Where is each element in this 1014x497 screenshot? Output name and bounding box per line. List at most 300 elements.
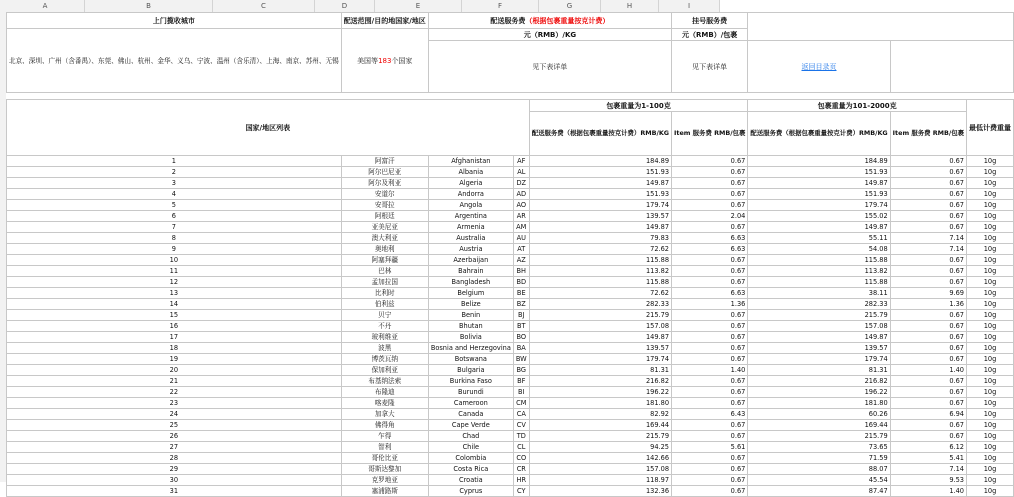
column-letter-a[interactable]: A xyxy=(6,0,85,12)
item-fee-2[interactable]: 0.67 xyxy=(890,178,966,189)
row-number[interactable]: 9 xyxy=(7,244,342,255)
min-weight[interactable]: 10g xyxy=(967,365,1014,376)
delivery-fee-2[interactable]: 149.87 xyxy=(748,178,890,189)
country-code[interactable]: BA xyxy=(513,343,529,354)
country-en[interactable]: Bangladesh xyxy=(428,277,513,288)
country-cn[interactable]: 佛得角 xyxy=(341,420,428,431)
delivery-fee-1[interactable]: 115.88 xyxy=(529,277,671,288)
delivery-fee-1[interactable]: 82.92 xyxy=(529,409,671,420)
item-fee-2[interactable]: 7.14 xyxy=(890,244,966,255)
country-en[interactable]: Chile xyxy=(428,442,513,453)
item-fee-2[interactable]: 0.67 xyxy=(890,211,966,222)
delivery-fee-1[interactable]: 113.82 xyxy=(529,266,671,277)
delivery-fee-1[interactable]: 216.82 xyxy=(529,376,671,387)
country-cn[interactable]: 安道尔 xyxy=(341,189,428,200)
item-fee-1[interactable]: 0.67 xyxy=(672,189,748,200)
country-cn[interactable]: 阿根廷 xyxy=(341,211,428,222)
row-number[interactable]: 22 xyxy=(7,387,342,398)
delivery-fee-2[interactable]: 71.59 xyxy=(748,453,890,464)
delivery-fee-2[interactable]: 81.31 xyxy=(748,365,890,376)
row-number[interactable]: 21 xyxy=(7,376,342,387)
country-cn[interactable]: 哥伦比亚 xyxy=(341,453,428,464)
min-weight[interactable]: 10g xyxy=(967,387,1014,398)
country-cn[interactable]: 阿塞拜疆 xyxy=(341,255,428,266)
country-code[interactable]: BG xyxy=(513,365,529,376)
row-number[interactable]: 28 xyxy=(7,453,342,464)
delivery-fee-2[interactable]: 87.47 xyxy=(748,486,890,497)
row-number[interactable]: 12 xyxy=(7,277,342,288)
see-table-cell-1[interactable]: 见下表详单 xyxy=(428,41,671,93)
country-en[interactable]: Angola xyxy=(428,200,513,211)
item-fee-2[interactable]: 1.40 xyxy=(890,486,966,497)
country-cn[interactable]: 博茨瓦纳 xyxy=(341,354,428,365)
country-en[interactable]: Cape Verde xyxy=(428,420,513,431)
row-number[interactable]: 1 xyxy=(7,156,342,167)
min-weight[interactable]: 10g xyxy=(967,189,1014,200)
delivery-fee-1[interactable]: 79.83 xyxy=(529,233,671,244)
item-fee-col-1[interactable]: Item 服务费 RMB/包裹 xyxy=(672,112,748,156)
item-fee-2[interactable]: 9.69 xyxy=(890,288,966,299)
delivery-fee-1[interactable]: 215.79 xyxy=(529,431,671,442)
delivery-fee-col-1[interactable]: 配送服务费（根据包裹重量按克计费）RMB/KG xyxy=(529,112,671,156)
delivery-fee-1[interactable]: 139.57 xyxy=(529,343,671,354)
item-fee-1[interactable]: 6.63 xyxy=(672,288,748,299)
delivery-fee-1[interactable]: 215.79 xyxy=(529,310,671,321)
country-cn[interactable]: 布基纳法索 xyxy=(341,376,428,387)
row-number[interactable]: 29 xyxy=(7,464,342,475)
item-fee-1[interactable]: 0.67 xyxy=(672,200,748,211)
row-number[interactable]: 4 xyxy=(7,189,342,200)
delivery-fee-1[interactable]: 149.87 xyxy=(529,222,671,233)
min-weight-header[interactable]: 最低计费重量 xyxy=(967,100,1014,156)
item-fee-1[interactable]: 6.63 xyxy=(672,244,748,255)
item-fee-2[interactable]: 0.67 xyxy=(890,332,966,343)
item-fee-1[interactable]: 0.67 xyxy=(672,431,748,442)
item-fee-2[interactable]: 1.36 xyxy=(890,299,966,310)
country-en[interactable]: Croatia xyxy=(428,475,513,486)
country-code[interactable]: BF xyxy=(513,376,529,387)
item-fee-1[interactable]: 0.67 xyxy=(672,332,748,343)
delivery-fee-2[interactable]: 179.74 xyxy=(748,200,890,211)
delivery-fee-2[interactable]: 196.22 xyxy=(748,387,890,398)
item-fee-1[interactable]: 1.36 xyxy=(672,299,748,310)
min-weight[interactable]: 10g xyxy=(967,409,1014,420)
item-fee-1[interactable]: 0.67 xyxy=(672,398,748,409)
min-weight[interactable]: 10g xyxy=(967,343,1014,354)
item-fee-2[interactable]: 0.67 xyxy=(890,376,966,387)
delivery-fee-2[interactable]: 73.65 xyxy=(748,442,890,453)
country-cn[interactable]: 阿尔及利亚 xyxy=(341,178,428,189)
country-cn[interactable]: 比利时 xyxy=(341,288,428,299)
delivery-fee-1[interactable]: 72.62 xyxy=(529,288,671,299)
country-en[interactable]: Bolivia xyxy=(428,332,513,343)
row-number[interactable]: 2 xyxy=(7,167,342,178)
item-fee-1[interactable]: 2.04 xyxy=(672,211,748,222)
delivery-fee-1[interactable]: 72.62 xyxy=(529,244,671,255)
spacer-row[interactable] xyxy=(7,93,1014,100)
delivery-fee-1[interactable]: 142.66 xyxy=(529,453,671,464)
delivery-fee-1[interactable]: 169.44 xyxy=(529,420,671,431)
column-letter-h[interactable]: H xyxy=(601,0,659,12)
country-code[interactable]: AD xyxy=(513,189,529,200)
column-letter-b[interactable]: B xyxy=(85,0,213,12)
reg-fee-label[interactable]: 挂号服务费 xyxy=(672,13,748,29)
delivery-fee-1[interactable]: 196.22 xyxy=(529,387,671,398)
country-en[interactable]: Austria xyxy=(428,244,513,255)
min-weight[interactable]: 10g xyxy=(967,200,1014,211)
country-code[interactable]: AO xyxy=(513,200,529,211)
delivery-fee-2[interactable]: 179.74 xyxy=(748,354,890,365)
min-weight[interactable]: 10g xyxy=(967,277,1014,288)
country-code[interactable]: DZ xyxy=(513,178,529,189)
item-fee-1[interactable]: 0.67 xyxy=(672,266,748,277)
column-letter-i[interactable]: I xyxy=(659,0,720,12)
delivery-fee-2[interactable]: 149.87 xyxy=(748,222,890,233)
country-en[interactable]: Colombia xyxy=(428,453,513,464)
item-fee-2[interactable]: 0.67 xyxy=(890,222,966,233)
row-number[interactable]: 26 xyxy=(7,431,342,442)
min-weight[interactable]: 10g xyxy=(967,310,1014,321)
row-number[interactable]: 6 xyxy=(7,211,342,222)
weight-band-2[interactable]: 包裹重量为101-2000克 xyxy=(748,100,967,112)
country-code[interactable]: BW xyxy=(513,354,529,365)
delivery-fee-2[interactable]: 38.11 xyxy=(748,288,890,299)
country-code[interactable]: CY xyxy=(513,486,529,497)
country-code[interactable]: CA xyxy=(513,409,529,420)
item-fee-2[interactable]: 0.67 xyxy=(890,156,966,167)
scope-cell[interactable] xyxy=(341,29,428,93)
delivery-fee-1[interactable]: 179.74 xyxy=(529,200,671,211)
delivery-fee-1[interactable]: 149.87 xyxy=(529,332,671,343)
item-fee-2[interactable]: 0.67 xyxy=(890,189,966,200)
see-table-cell-2[interactable]: 见下表详单 xyxy=(672,41,748,93)
column-letter-f[interactable]: F xyxy=(462,0,539,12)
delivery-fee-2[interactable]: 115.88 xyxy=(748,277,890,288)
delivery-fee-1[interactable]: 139.57 xyxy=(529,211,671,222)
item-fee-2[interactable]: 0.67 xyxy=(890,420,966,431)
country-cn[interactable]: 奥地利 xyxy=(341,244,428,255)
country-code[interactable]: BJ xyxy=(513,310,529,321)
item-fee-2[interactable]: 0.67 xyxy=(890,255,966,266)
country-code[interactable]: AT xyxy=(513,244,529,255)
country-code[interactable]: CR xyxy=(513,464,529,475)
country-cn[interactable]: 不丹 xyxy=(341,321,428,332)
delivery-fee-1[interactable]: 157.08 xyxy=(529,464,671,475)
row-number[interactable]: 23 xyxy=(7,398,342,409)
item-fee-1[interactable]: 5.61 xyxy=(672,442,748,453)
delivery-fee-1[interactable]: 94.25 xyxy=(529,442,671,453)
min-weight[interactable]: 10g xyxy=(967,288,1014,299)
min-weight[interactable]: 10g xyxy=(967,442,1014,453)
item-fee-2[interactable]: 0.67 xyxy=(890,387,966,398)
delivery-fee-2[interactable]: 45.54 xyxy=(748,475,890,486)
min-weight[interactable]: 10g xyxy=(967,244,1014,255)
weight-band-1[interactable]: 包裹重量为1-100克 xyxy=(529,100,748,112)
delivery-fee-2[interactable]: 169.44 xyxy=(748,420,890,431)
row-number[interactable]: 10 xyxy=(7,255,342,266)
country-en[interactable]: Botswana xyxy=(428,354,513,365)
delivery-fee-1[interactable]: 184.89 xyxy=(529,156,671,167)
item-fee-1[interactable]: 0.67 xyxy=(672,343,748,354)
delivery-fee-2[interactable]: 115.88 xyxy=(748,255,890,266)
country-code[interactable]: HR xyxy=(513,475,529,486)
row-number[interactable]: 7 xyxy=(7,222,342,233)
delivery-fee-col-2[interactable]: 配送服务费（根据包裹重量按克计费）RMB/KG xyxy=(748,112,890,156)
delivery-fee-2[interactable]: 181.80 xyxy=(748,398,890,409)
row-number[interactable]: 19 xyxy=(7,354,342,365)
row-number[interactable]: 20 xyxy=(7,365,342,376)
item-fee-2[interactable]: 0.67 xyxy=(890,200,966,211)
min-weight[interactable]: 10g xyxy=(967,266,1014,277)
country-en[interactable]: Benin xyxy=(428,310,513,321)
item-fee-1[interactable]: 0.67 xyxy=(672,475,748,486)
min-weight[interactable]: 10g xyxy=(967,475,1014,486)
country-en[interactable]: Australia xyxy=(428,233,513,244)
country-code[interactable]: CM xyxy=(513,398,529,409)
country-code[interactable]: BO xyxy=(513,332,529,343)
row-number[interactable]: 18 xyxy=(7,343,342,354)
country-cn[interactable]: 加拿大 xyxy=(341,409,428,420)
item-fee-2[interactable]: 0.67 xyxy=(890,398,966,409)
delivery-fee-unit[interactable]: 元（RMB）/KG xyxy=(428,29,671,41)
country-cn[interactable]: 贝宁 xyxy=(341,310,428,321)
country-cn[interactable]: 玻利维亚 xyxy=(341,332,428,343)
min-weight[interactable]: 10g xyxy=(967,167,1014,178)
min-weight[interactable]: 10g xyxy=(967,299,1014,310)
item-fee-2[interactable]: 7.14 xyxy=(890,464,966,475)
country-cn[interactable]: 巴林 xyxy=(341,266,428,277)
delivery-fee-2[interactable]: 113.82 xyxy=(748,266,890,277)
country-cn[interactable]: 智利 xyxy=(341,442,428,453)
min-weight[interactable]: 10g xyxy=(967,420,1014,431)
item-fee-1[interactable]: 6.63 xyxy=(672,233,748,244)
row-number[interactable]: 13 xyxy=(7,288,342,299)
delivery-fee-2[interactable]: 54.08 xyxy=(748,244,890,255)
row-number[interactable]: 5 xyxy=(7,200,342,211)
country-code[interactable]: AR xyxy=(513,211,529,222)
country-en[interactable]: Bosnia and Herzegovina xyxy=(428,343,513,354)
country-code[interactable]: BT xyxy=(513,321,529,332)
country-en[interactable]: Azerbaijan xyxy=(428,255,513,266)
row-number[interactable]: 17 xyxy=(7,332,342,343)
delivery-fee-2[interactable]: 215.79 xyxy=(748,310,890,321)
min-weight[interactable]: 10g xyxy=(967,453,1014,464)
country-code[interactable]: AL xyxy=(513,167,529,178)
column-letter-e[interactable]: E xyxy=(375,0,462,12)
country-code[interactable]: BI xyxy=(513,387,529,398)
country-list-header[interactable]: 国家/地区列表 xyxy=(7,100,530,156)
item-fee-2[interactable]: 7.14 xyxy=(890,233,966,244)
country-en[interactable]: Cameroon xyxy=(428,398,513,409)
country-en[interactable]: Burundi xyxy=(428,387,513,398)
back-link-cell[interactable] xyxy=(748,41,890,93)
country-en[interactable]: Chad xyxy=(428,431,513,442)
row-number[interactable]: 15 xyxy=(7,310,342,321)
country-code[interactable]: AU xyxy=(513,233,529,244)
country-en[interactable]: Afghanistan xyxy=(428,156,513,167)
item-fee-1[interactable]: 0.67 xyxy=(672,486,748,497)
delivery-fee-1[interactable]: 151.93 xyxy=(529,189,671,200)
country-en[interactable]: Albania xyxy=(428,167,513,178)
column-letter-g[interactable]: G xyxy=(539,0,601,12)
country-cn[interactable]: 阿尔巴尼亚 xyxy=(341,167,428,178)
delivery-fee-1[interactable]: 132.36 xyxy=(529,486,671,497)
country-code[interactable]: BZ xyxy=(513,299,529,310)
country-cn[interactable]: 亚美尼亚 xyxy=(341,222,428,233)
item-fee-2[interactable]: 0.67 xyxy=(890,431,966,442)
min-weight[interactable]: 10g xyxy=(967,211,1014,222)
item-fee-2[interactable]: 0.67 xyxy=(890,343,966,354)
item-fee-1[interactable]: 0.67 xyxy=(672,277,748,288)
item-fee-1[interactable]: 0.67 xyxy=(672,453,748,464)
min-weight[interactable]: 10g xyxy=(967,376,1014,387)
back-to-index-link[interactable]: 返回目录页 xyxy=(801,62,837,71)
item-fee-1[interactable]: 0.67 xyxy=(672,321,748,332)
country-cn[interactable]: 塞浦路斯 xyxy=(341,486,428,497)
delivery-fee-2[interactable]: 216.82 xyxy=(748,376,890,387)
country-cn[interactable]: 澳大利亚 xyxy=(341,233,428,244)
min-weight[interactable]: 10g xyxy=(967,464,1014,475)
delivery-fee-1[interactable]: 157.08 xyxy=(529,321,671,332)
delivery-fee-2[interactable]: 55.11 xyxy=(748,233,890,244)
reg-fee-unit[interactable]: 元（RMB）/包裹 xyxy=(672,29,748,41)
min-weight[interactable]: 10g xyxy=(967,222,1014,233)
pickup-city-label[interactable]: 上门揽收城市 xyxy=(7,13,342,29)
column-letter-d[interactable]: D xyxy=(315,0,375,12)
country-code[interactable]: BH xyxy=(513,266,529,277)
item-fee-2[interactable]: 6.94 xyxy=(890,409,966,420)
item-fee-1[interactable]: 0.67 xyxy=(672,354,748,365)
item-fee-1[interactable]: 0.67 xyxy=(672,310,748,321)
country-code[interactable]: CL xyxy=(513,442,529,453)
item-fee-1[interactable]: 0.67 xyxy=(672,420,748,431)
country-en[interactable]: Armenia xyxy=(428,222,513,233)
country-en[interactable]: Belize xyxy=(428,299,513,310)
item-fee-1[interactable]: 0.67 xyxy=(672,222,748,233)
empty-cell[interactable] xyxy=(890,41,1013,93)
item-fee-1[interactable]: 0.67 xyxy=(672,464,748,475)
country-code[interactable]: AM xyxy=(513,222,529,233)
delivery-fee-1[interactable]: 81.31 xyxy=(529,365,671,376)
row-number[interactable]: 8 xyxy=(7,233,342,244)
min-weight[interactable]: 10g xyxy=(967,255,1014,266)
item-fee-1[interactable]: 0.67 xyxy=(672,167,748,178)
delivery-fee-1[interactable]: 282.33 xyxy=(529,299,671,310)
country-cn[interactable]: 波黑 xyxy=(341,343,428,354)
item-fee-1[interactable]: 0.67 xyxy=(672,178,748,189)
country-cn[interactable]: 伯利兹 xyxy=(341,299,428,310)
delivery-fee-2[interactable]: 139.57 xyxy=(748,343,890,354)
item-fee-2[interactable]: 0.67 xyxy=(890,266,966,277)
delivery-fee-1[interactable]: 115.88 xyxy=(529,255,671,266)
country-en[interactable]: Bhutan xyxy=(428,321,513,332)
row-number[interactable]: 31 xyxy=(7,486,342,497)
delivery-fee-2[interactable]: 151.93 xyxy=(748,167,890,178)
row-number[interactable]: 14 xyxy=(7,299,342,310)
delivery-fee-header[interactable] xyxy=(428,13,671,29)
item-fee-1[interactable]: 6.43 xyxy=(672,409,748,420)
min-weight[interactable]: 10g xyxy=(967,233,1014,244)
row-number[interactable]: 27 xyxy=(7,442,342,453)
min-weight[interactable]: 10g xyxy=(967,431,1014,442)
row-number[interactable]: 24 xyxy=(7,409,342,420)
country-cn[interactable]: 哥斯达黎加 xyxy=(341,464,428,475)
delivery-fee-2[interactable]: 151.93 xyxy=(748,189,890,200)
delivery-fee-2[interactable]: 149.87 xyxy=(748,332,890,343)
country-cn[interactable]: 保加利亚 xyxy=(341,365,428,376)
country-en[interactable]: Burkina Faso xyxy=(428,376,513,387)
country-en[interactable]: Bahrain xyxy=(428,266,513,277)
item-fee-2[interactable]: 0.67 xyxy=(890,167,966,178)
country-code[interactable]: BE xyxy=(513,288,529,299)
delivery-fee-2[interactable]: 60.26 xyxy=(748,409,890,420)
delivery-fee-2[interactable]: 282.33 xyxy=(748,299,890,310)
delivery-fee-2[interactable]: 215.79 xyxy=(748,431,890,442)
item-fee-1[interactable]: 0.67 xyxy=(672,156,748,167)
min-weight[interactable]: 10g xyxy=(967,486,1014,497)
min-weight[interactable]: 10g xyxy=(967,332,1014,343)
row-number[interactable]: 11 xyxy=(7,266,342,277)
country-code[interactable]: CV xyxy=(513,420,529,431)
row-number[interactable]: 3 xyxy=(7,178,342,189)
country-en[interactable]: Bulgaria xyxy=(428,365,513,376)
country-cn[interactable]: 乍得 xyxy=(341,431,428,442)
empty-top-right[interactable] xyxy=(748,13,1014,41)
item-fee-1[interactable]: 0.67 xyxy=(672,387,748,398)
min-weight[interactable]: 10g xyxy=(967,178,1014,189)
country-code[interactable]: AF xyxy=(513,156,529,167)
item-fee-2[interactable]: 5.41 xyxy=(890,453,966,464)
delivery-fee-1[interactable]: 179.74 xyxy=(529,354,671,365)
row-number[interactable]: 16 xyxy=(7,321,342,332)
column-letter-c[interactable]: C xyxy=(213,0,315,12)
item-fee-2[interactable]: 0.67 xyxy=(890,277,966,288)
delivery-fee-1[interactable]: 149.87 xyxy=(529,178,671,189)
min-weight[interactable]: 10g xyxy=(967,354,1014,365)
min-weight[interactable]: 10g xyxy=(967,398,1014,409)
item-fee-1[interactable]: 1.40 xyxy=(672,365,748,376)
row-number[interactable]: 30 xyxy=(7,475,342,486)
delivery-fee-2[interactable]: 88.07 xyxy=(748,464,890,475)
min-weight[interactable]: 10g xyxy=(967,321,1014,332)
item-fee-1[interactable]: 0.67 xyxy=(672,376,748,387)
row-number[interactable]: 25 xyxy=(7,420,342,431)
item-fee-2[interactable]: 0.67 xyxy=(890,354,966,365)
country-code[interactable]: CO xyxy=(513,453,529,464)
scope-label[interactable]: 配送范围/目的地国家/地区 xyxy=(341,13,428,29)
item-fee-2[interactable]: 6.12 xyxy=(890,442,966,453)
item-fee-2[interactable]: 0.67 xyxy=(890,321,966,332)
country-code[interactable]: AZ xyxy=(513,255,529,266)
delivery-fee-1[interactable]: 151.93 xyxy=(529,167,671,178)
country-code[interactable]: TD xyxy=(513,431,529,442)
item-fee-2[interactable]: 1.40 xyxy=(890,365,966,376)
country-cn[interactable]: 孟加拉国 xyxy=(341,277,428,288)
country-en[interactable]: Andorra xyxy=(428,189,513,200)
country-en[interactable]: Cyprus xyxy=(428,486,513,497)
delivery-fee-1[interactable]: 181.80 xyxy=(529,398,671,409)
item-fee-2[interactable]: 0.67 xyxy=(890,310,966,321)
country-cn[interactable]: 安哥拉 xyxy=(341,200,428,211)
item-fee-2[interactable]: 9.53 xyxy=(890,475,966,486)
country-cn[interactable]: 阿富汗 xyxy=(341,156,428,167)
delivery-fee-1[interactable]: 118.97 xyxy=(529,475,671,486)
country-cn[interactable]: 喀麦隆 xyxy=(341,398,428,409)
country-cn[interactable]: 布隆迪 xyxy=(341,387,428,398)
country-cn[interactable]: 克罗地亚 xyxy=(341,475,428,486)
country-en[interactable]: Algeria xyxy=(428,178,513,189)
country-en[interactable]: Belgium xyxy=(428,288,513,299)
